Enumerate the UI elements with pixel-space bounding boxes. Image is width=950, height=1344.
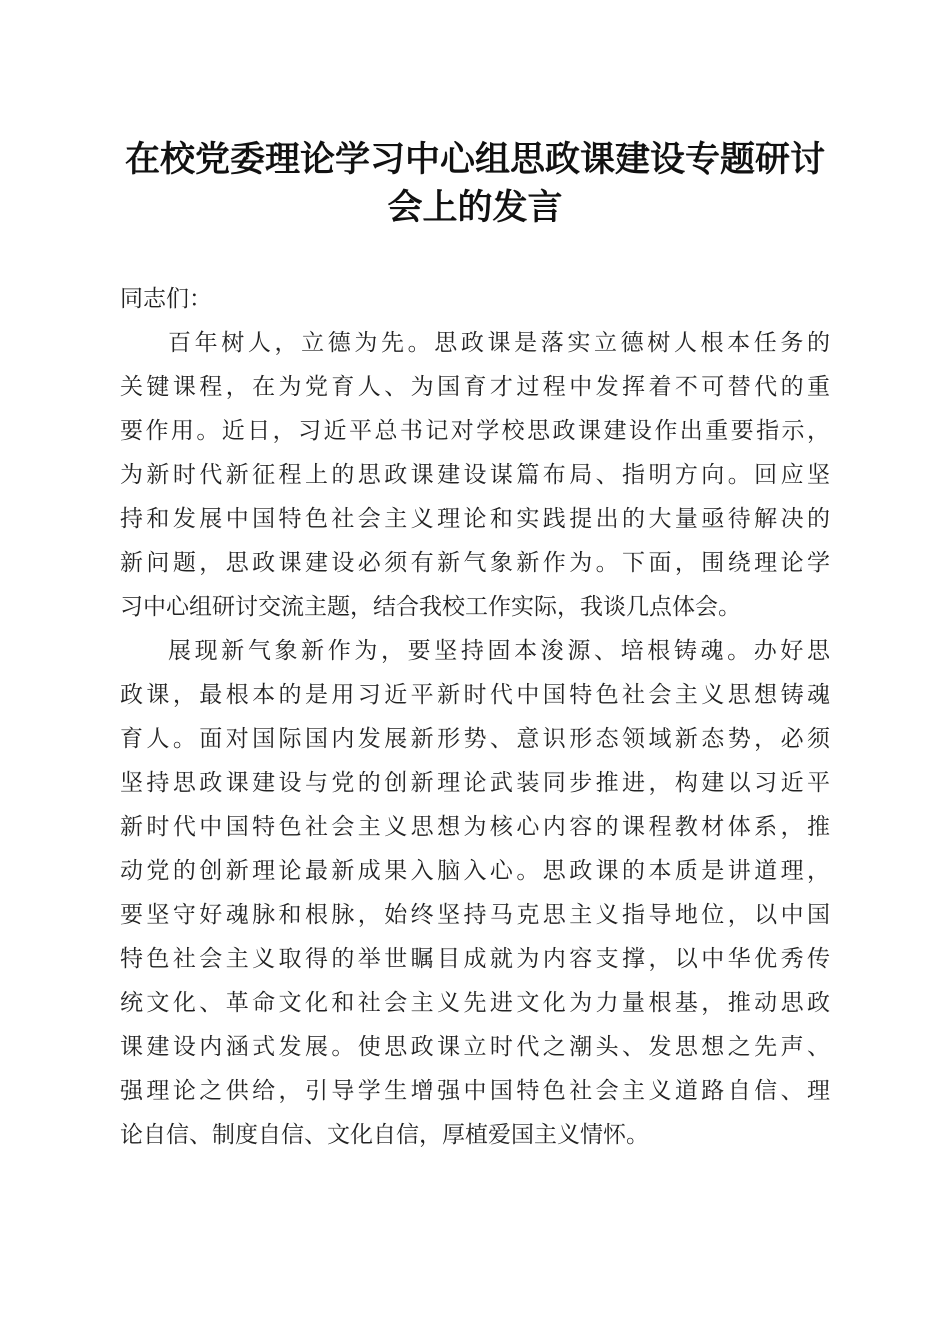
paragraph-line: 动党的创新理论最新成果入脑入心。思政课的本质是讲道理，	[120, 858, 830, 884]
document-title	[100, 136, 850, 232]
paragraph-line: 统文化、革命文化和社会主义先进文化为力量根基，推动思政	[120, 990, 830, 1016]
paragraph-line: 要作用。近日，习近平总书记对学校思政课建设作出重要指示，	[120, 418, 830, 444]
paragraph-line: 政课，最根本的是用习近平新时代中国特色社会主义思想铸魂	[120, 682, 830, 708]
paragraph-line: 新时代中国特色社会主义思想为核心内容的课程教材体系，推	[120, 814, 830, 840]
paragraph-1	[120, 321, 830, 629]
paragraph-line: 持和发展中国特色社会主义理论和实践提出的大量亟待解决的	[120, 506, 830, 532]
paragraph-line: 习中心组研讨交流主题，结合我校工作实际，我谈几点体会。	[120, 594, 741, 620]
title-line-2: 会上的发言	[387, 187, 563, 228]
paragraph-line: 新问题，思政课建设必须有新气象新作为。下面，围绕理论学	[120, 550, 830, 576]
paragraph-line: 为新时代新征程上的思政课建设谋篇布局、指明方向。回应坚	[120, 462, 830, 488]
paragraph-line: 强理论之供给，引导学生增强中国特色社会主义道路自信、理	[120, 1078, 830, 1104]
paragraph-line: 论自信、制度自信、文化自信，厚植爱国主义情怀。	[120, 1122, 649, 1148]
paragraph-line: 展现新气象新作为，要坚持固本浚源、培根铸魂。办好思	[168, 638, 830, 664]
paragraph-2	[120, 629, 830, 1157]
paragraph-line: 要坚守好魂脉和根脉，始终坚持马克思主义指导地位，以中国	[120, 902, 830, 928]
salutation: 同志们：	[120, 286, 212, 312]
paragraph-line: 特色社会主义取得的举世瞩目成就为内容支撑，以中华优秀传	[120, 946, 830, 972]
paragraph-line: 育人。面对国际国内发展新形势、意识形态领域新态势，必须	[120, 726, 830, 752]
paragraph-line: 关键课程，在为党育人、为国育才过程中发挥着不可替代的重	[120, 374, 830, 400]
paragraph-line: 坚持思政课建设与党的创新理论武装同步推进，构建以习近平	[120, 770, 830, 796]
document-body	[120, 277, 830, 1157]
paragraph-line: 百年树人，立德为先。思政课是落实立德树人根本任务的	[168, 330, 830, 356]
paragraph-line: 课建设内涵式发展。使思政课立时代之潮头、发思想之先声、	[120, 1034, 830, 1060]
title-line-1: 在校党委理论学习中心组思政课建设专题研讨	[124, 139, 825, 180]
